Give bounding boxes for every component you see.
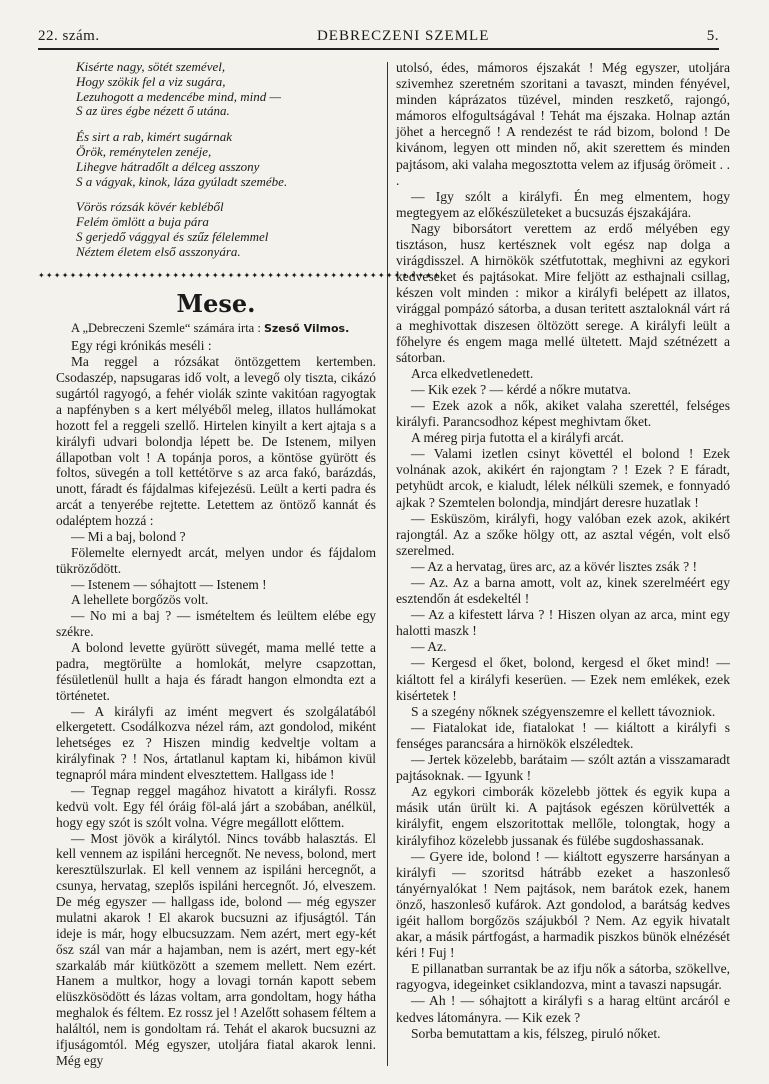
paragraph: — Az a hervatag, üres arc, az a kövér lisztes zsák ? !: [411, 558, 698, 574]
paragraph: — No mi a baj ? — ismételtem és leültem elébe egy székre.: [56, 608, 376, 640]
story-byline: [56, 321, 376, 337]
poem-line: Örök, reménytelen zenéje,: [76, 143, 212, 159]
header-rule: [38, 48, 719, 50]
paragraph: — Az.: [411, 639, 447, 655]
paragraph: Sorba bemutattam a kis, félszeg, piruló nőket.: [411, 1025, 661, 1041]
paragraph: — Az. Az a barna amott, volt az, kinek szerelméért egy esztendőn át esdekeltél !: [396, 575, 730, 607]
paragraph: S a szegény nőknek szégyenszemre el kellett távozniok.: [411, 703, 716, 719]
story-title: Mese.: [176, 288, 256, 318]
paragraph: A lehellete borgőzös volt.: [71, 592, 209, 608]
page-number: 5.: [706, 27, 719, 44]
paragraph: — Istenem — sóhajtott — Istenem !: [71, 576, 267, 592]
poem-line: S a vágyak, kinok, láza gyúladt szemébe.: [76, 173, 288, 189]
paragraph: A bolond levette gyürött süvegét, mama mellé tette a padra, megtörülte a homlokát, melyre csapzottan, fésületlenül hullt a haja és fáradt hangon elmondta ezt a történetet.: [56, 640, 376, 703]
paragraph: Arca elkedvetlenedett.: [411, 365, 534, 381]
poem: [56, 60, 376, 260]
paragraph: — Az a kifestett lárva ? ! Hiszen olyan az arca, mint egy halotti maszk !: [396, 607, 730, 639]
paragraph: Egy régi krónikás meséli :: [71, 338, 212, 354]
paragraph: Ma reggel a rózsákat öntözgettem kertemben. Csodaszép, napsugaras idő volt, a levegő oly tiszta, cikázó sugártól ragyogó, a fehér violák szinte vakitóan ragyogtak a napfényben s a kert mélyéből meleg, illatos hullámokat hozott fel a reggeli szellő. Hirtelen kinyilt a kert ajtaja s a királyfi udvari bolondja lépett be. De Istenem, milyen állapotban volt ! A topánja poros, a köntöse gyürött és foltos, süvegén a toll kettétörve s az arca fakó, barázdás, unott, fáradt és fájdalmas kifejezésü. Leült a kerti padra és arcát a tenyerébe rejtette. Letettem az öntöző kannát és odaléptem hozzá :: [56, 354, 376, 529]
poem-stanza: [76, 60, 376, 119]
left-column: [38, 59, 442, 1069]
left-column-text: [56, 338, 376, 1068]
poem-line: S az üres égbe nézett ő utána.: [76, 103, 230, 119]
paragraph: — Tegnap reggel magához hivatott a királyfi. Rossz kedvü volt. Egy fél óráig föl-alá járt a szobában, anélkül, hogy egy szót is szólt volna. Végre megállott előttem.: [56, 782, 376, 830]
column-divider: [387, 62, 388, 1066]
author-name: Szeső Vilmos.: [263, 321, 350, 335]
poem-line: Néztem életem első asszonyára.: [76, 243, 241, 259]
poem-stanza: [76, 130, 376, 189]
poem-line: Kisérte nagy, sötét szemével,: [76, 59, 226, 74]
right-column-text: [396, 60, 730, 1042]
poem-stanza: [76, 200, 376, 259]
paragraph: — A királyfi az imént megvert és szolgálatából elkergetett. Csodálkozva nézel rám, azt gondolod, miként lehetséges ez ? Hiszen mindig kedveltje voltam a királyfinak ? ! Nos, ártatlanul kaptam ki, hibámon kivül tegnapról mára mindent elvesztettem. Hallgass ide !: [56, 703, 376, 783]
poem-line: Felém ömlött a buja pára: [76, 214, 209, 230]
poem-line: És sirt a rab, kimért sugárnak: [76, 129, 232, 145]
paragraph: — Most jövök a királytól. Nincs tovább halasztás. El kell vennem az ispiláni hercegnőt. Ne nevess, bolond, mert keresztülszurlak. El kell vennem az ispiláni hercegnőt, a csunya, hervatag, szeplős ispiláni hercegnőt. Jó, elveszem. De még egyszer — hallgass ide, bolond — még egyszer mulatni akarok ! El akarok bucsuzni az ifjuságtól. Tán ideje is már, hogy elbucsuzzam. Nem azért, mert egy-két ősz szál van már a hajamban, nem is azért, mert egy-két szarkaláb már kiütközött a szemem mellett. Nem ezért. Hanem a multkor, hogy a lovagi tornán kapott sebem elüszkösödött és lázas voltam, arra gondoltam, hogy hátha meghalok és féltem. Ez rossz jel ! Azelőtt sohasem féltem a haláltól, nem is gondoltam rá. Tehát el akarok bucsuzni az ifjuságomtól. Még egyszer, utoljára fiatal akarok lenni. Még egy: [56, 830, 376, 1068]
ornamental-divider: ✦✦✦✦✦✦✦✦✦✦✦✦✦✦✦✦✦✦✦✦✦✦✦✦✦✦✦✦✦✦✦✦✦✦✦✦✦✦✦✦✦✦✦✦✦✦✦✦✦✦✦: [38, 270, 442, 280]
paragraph: — Ah ! — sóhajtott a királyfi s a harag eltünt arcáról e kedves látományra. — Kik ezek ?: [396, 993, 730, 1025]
paragraph: E pillanatban surrantak be az ifju nők a sátorba, szökellve, ragyogva, idegeinket csiklandozva, mint a tavaszi napsugár.: [396, 961, 730, 993]
paragraph: — Igy szólt a királyfi. Én meg elmentem, hogy megtegyem az előkészületeket a bucsuzás éjszakájára.: [396, 188, 730, 220]
paragraph: — Gyere ide, bolond ! — kiáltott egyszerre harsányan a királyfi — szoritsd hátrább ezeket a haszonleső tányérnyalókat ! Nem pajtások, nem barátok ezek, hanem önző, haszonleső kufárok. Azt gondolod, a barátság kedves igéit hallom borgőzös szájukból ? Nem. Az egyik hivatalt akar, a másik pártfogást, a harmadik piszkos bünök elnézését kéri ! Fuj !: [396, 848, 730, 961]
paragraph: — Ezek azok a nők, akiket valaha szerettél, felséges királyfi. Parancsodhoz képest meghivtam őket.: [396, 397, 730, 430]
paragraph: utolsó, édes, mámoros éjszakát ! Még egyszer, utoljára szivemhez szeretném szoritani a tavaszt, minden fényével, minden káprázatos tüzével, minden reszkető, rajongó, mámoros elfogultságával ! Tehát ma éjszaka. Holnap aztán jöhet a hercegnő ! A rendezést te rád bizom, bolond ! De kivánom, legyen ott minden nő, akit szerettem és minden pajtásom, aki valaha megosztotta velem az ifjuság örömeit . . .: [396, 60, 730, 188]
poem-line: S gerjedő vággyal és szűz félelemmel: [76, 228, 269, 244]
poem-line: Vörös rózsák kövér kebléből: [76, 199, 224, 215]
paragraph: — Kik ezek ? — kérdé a nőkre mutatva.: [411, 381, 632, 397]
newspaper-title: DEBRECZENI SZEMLE: [316, 27, 490, 44]
poem-line: Lihegve hátradőlt a délceg asszony: [76, 158, 260, 174]
byline-prefix: A „Debreczeni Szemle“ számára irta :: [71, 320, 261, 335]
paragraph: — Fiatalokat ide, fiatalokat ! — kiáltott a királyfi s fenséges parancsára a hirnökök elszéledtek.: [396, 719, 730, 751]
paragraph: A méreg pirja futotta el a királyfi arcát.: [411, 430, 624, 446]
paragraph: — Esküszöm, királyfi, hogy valóban ezek azok, akikért rajongtál. Az a szőke hölgy ott, az asztal végén, volt első szerelmed.: [396, 510, 730, 558]
poem-line: Lezuhogott a medencébe mind, mind —: [76, 88, 282, 104]
paragraph: — Kergesd el őket, bolond, kergesd el őket mind! — kiáltott fel a királyfi keserüen. — Ezek nem emlékek, ezek kisértetek !: [396, 655, 730, 703]
paragraph: — Mi a baj, bolond ?: [71, 528, 186, 544]
paragraph: — Jertek közelebb, barátaim — szólt aztán a visszamaradt pajtásoknak. — Igyunk !: [396, 752, 730, 784]
paragraph: Fölemelte elernyedt arcát, melyen undor és fájdalom tükröződött.: [56, 544, 376, 576]
poem-line: Hogy szökik fel a viz sugára,: [76, 73, 226, 89]
right-column: [396, 60, 730, 1042]
issue-number: 22. szám.: [38, 27, 100, 44]
paragraph: — Valami izetlen csinyt követtél el bolond ! Ezek volnának azok, akikért én rajongtam ? ! Ezek ? E fáradt, petyhüdt arcok, e kialudt, lélek nélküli szemek, e fonnyadó ajkak ? Szemtelen bolondja, mindjárt deresre huzatlak !: [396, 446, 730, 510]
paragraph: Az egykori cimborák közelebb jöttek és egyik kupa a másik után ürült ki. A pajtások egészen körülvették a királyfit, engem elszoritottak mellőle, tolongtak, hogy a királyfihoz közelebb jussanak és fülébe sugdoshassanak.: [396, 784, 730, 848]
paragraph: Nagy biborsátort verettem az erdő mélyében egy tisztáson, husz kertésznek volt egész nap dolga a virágdisszel. A hirnökök szétfutottak, meghivni az egykori kedveseket és pajtásokat. Mire feljött az esthajnali csillag, készen volt minden : mikor a királyfi belépett az illatos, virággal pompázó sátorba, a dusan teritett asztaloknál várt rá a meghivottak diszesen öltözött serege. A királyfi leült a főhelyre és engem maga mellé ültetett. Majd szétnézett a sátorban.: [396, 220, 730, 365]
page-header: [38, 25, 719, 47]
